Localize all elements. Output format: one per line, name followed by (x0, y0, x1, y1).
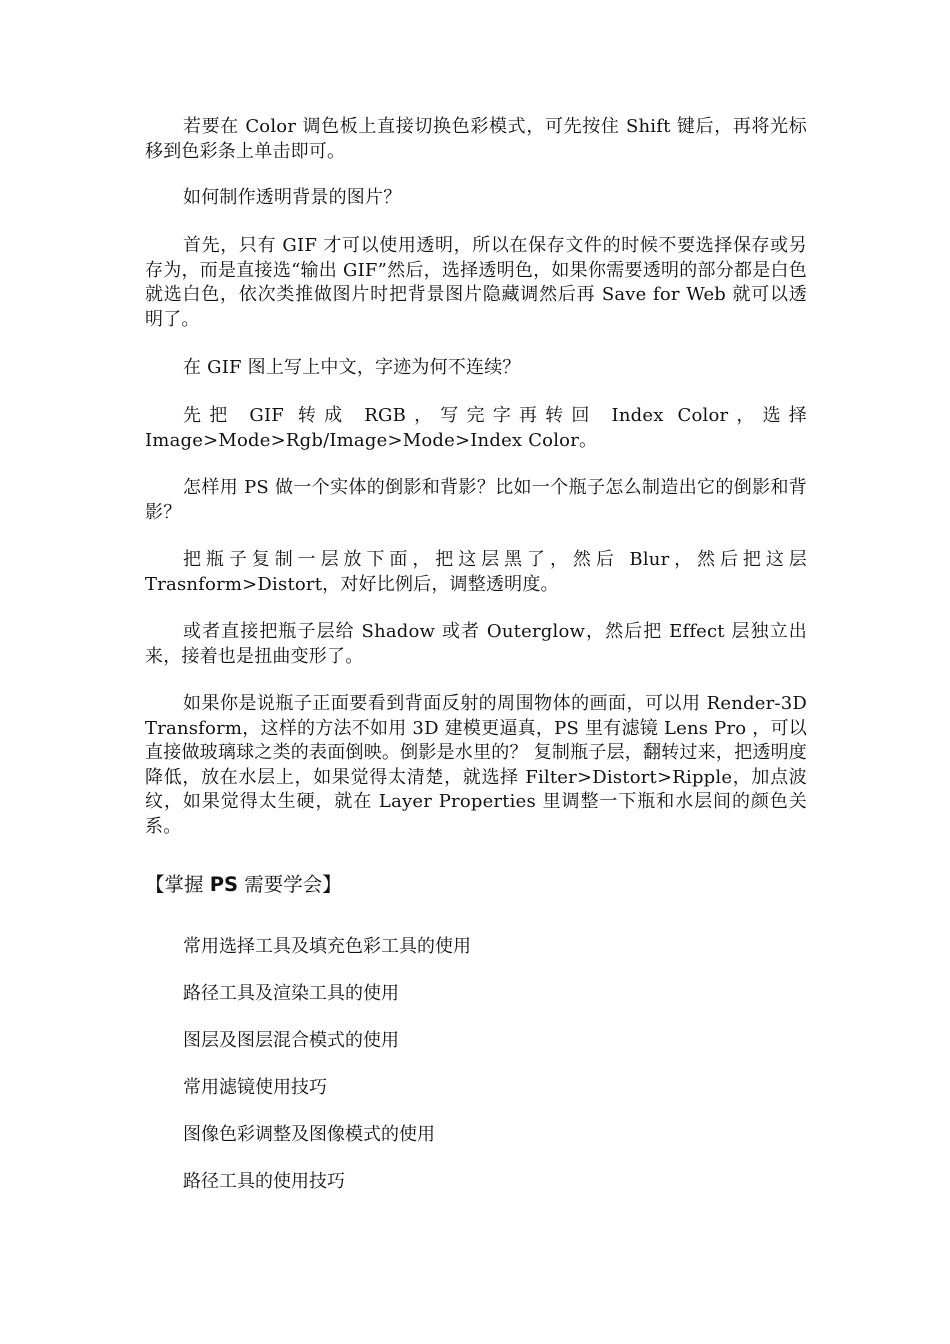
answer-gif-chinese-text: 先把 GIF 转成 RGB，写完字再转回 Index Color，选择 Image>Mode>Rgb/Image>Mode>Index Color。 (145, 405, 807, 451)
section-heading (145, 872, 807, 898)
section-heading-open: 【掌握 (145, 873, 210, 896)
question-reflection-shadow: 怎样用 PS 做一个实体的倒影和背影？比如一个瓶子怎么制造出它的倒影和背影？ (145, 477, 807, 523)
section-heading-bold: PS (209, 873, 239, 896)
answer-reflection-blur: 把瓶子复制一层放下面，把这层黑了，然后 Blur，然后把这层 Trasnform>Distort，对好比例后，调整透明度。 (145, 549, 807, 595)
list-item: 路径工具的使用技巧 (183, 1171, 345, 1192)
list-item: 图像色彩调整及图像模式的使用 (183, 1124, 435, 1145)
list-item: 常用选择工具及填充色彩工具的使用 (183, 936, 471, 957)
answer-reflection-shadow-layer: 或者直接把瓶子层给 Shadow 或者 Outerglow，然后把 Effect 层独立出来，接着也是扭曲变形了。 (145, 621, 807, 667)
answer-reflection-3d-transform: 如果你是说瓶子正面要看到背面反射的周围物体的画面，可以用 Render-3D Transform，这样的方法不如用 3D 建模更逼真，PS 里有滤镜 Lens Pro ，可以直接做玻璃球之类的表面倒映。倒影是水里的？ 复制瓶子层，翻转过来，把透明度降低，放在水层上，如果觉得太清楚，就选择 Filter>Distort>Ripple，加点波纹，如果觉得太生硬，就在 Layer Properties 里调整一下瓶和水层间的颜色关系。 (145, 693, 807, 837)
paragraph-color-palette-tip: 若要在 Color 调色板上直接切换色彩模式，可先按住 Shift 键后，再将光标移到色彩条上单击即可。 (145, 116, 807, 162)
list-item: 图层及图层混合模式的使用 (183, 1030, 399, 1051)
section-heading-close: 需要学会】 (238, 873, 342, 896)
question-gif-chinese-text: 在 GIF 图上写上中文，字迹为何不连续？ (183, 357, 521, 378)
list-item: 常用滤镜使用技巧 (183, 1077, 327, 1098)
question-transparent-background: 如何制作透明背景的图片？ (183, 187, 402, 208)
answer-transparent-background: 首先，只有 GIF 才可以使用透明，所以在保存文件的时候不要选择保存或另存为，而是直接选“输出 GIF”然后，选择透明色，如果你需要透明的部分都是白色就选白色，依次类推做图片时把背景图片隐藏调然后再 Save for Web 就可以透明了。 (145, 235, 807, 330)
list-item: 路径工具及渲染工具的使用 (183, 983, 399, 1004)
